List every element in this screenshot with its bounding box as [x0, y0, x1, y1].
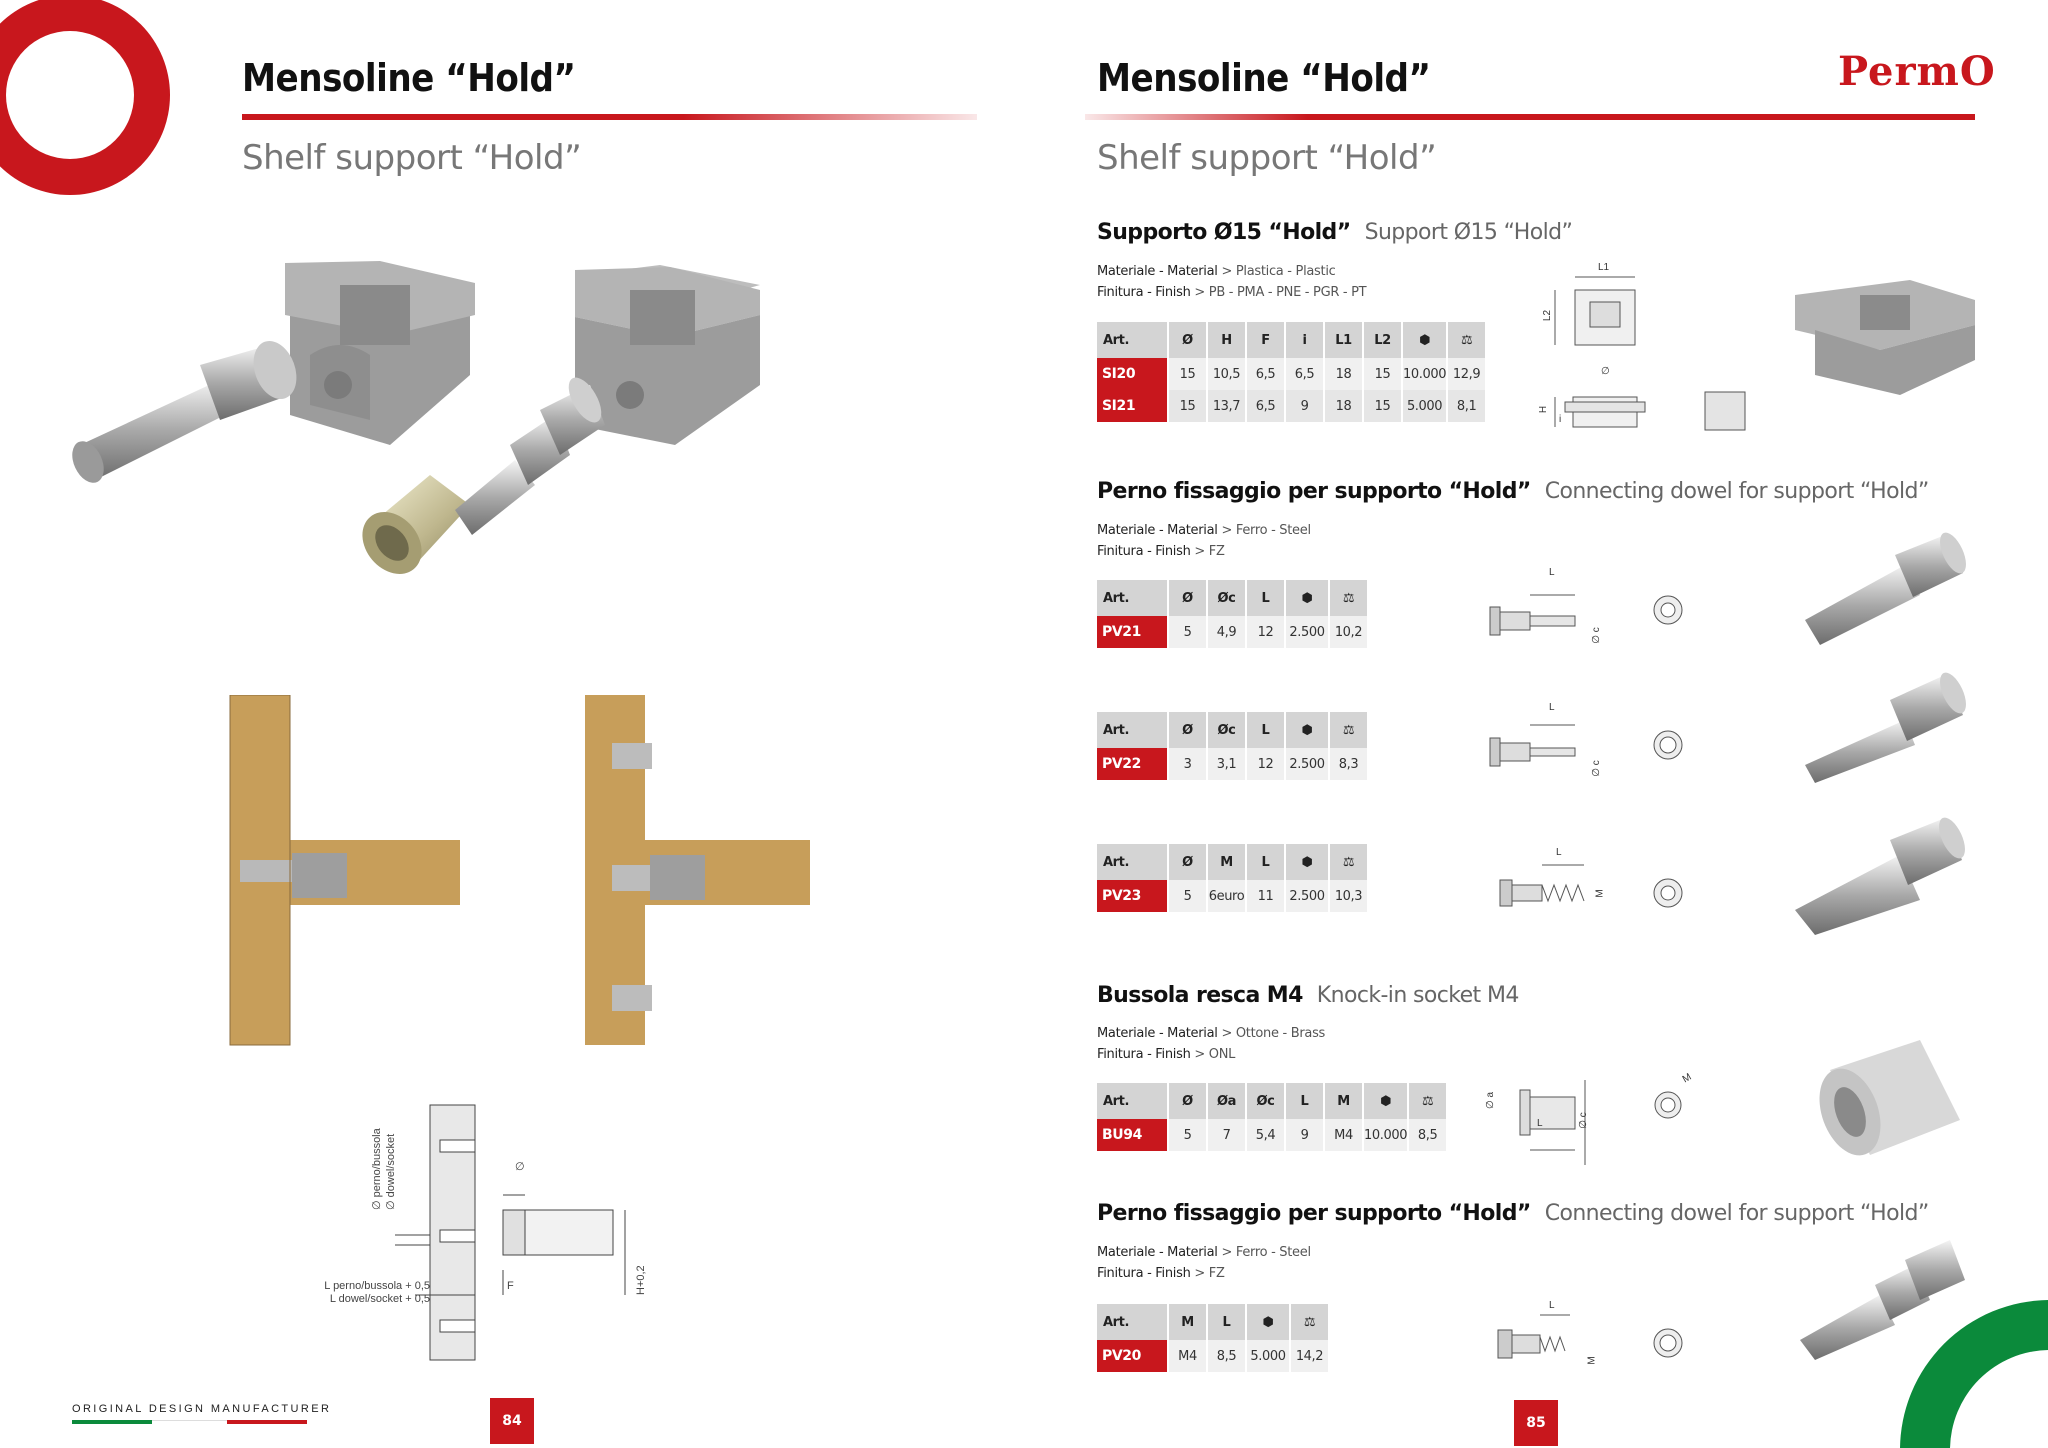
socket-bu94-render	[350, 475, 470, 586]
support-spec-table: Art. Ø H F i L1 L2 ⬢ ⚖ SI20 15 10,5 6,5 6,5 18 15 10.000 12,9 SI21 15 13,7 6,5 9 18 15 5.000 8,1	[1097, 322, 1487, 422]
dowel-dia-label-en: ∅ dowel/socket	[385, 1133, 397, 1210]
right-page-subtitle: Shelf support “Hold”	[1097, 138, 1437, 178]
dowel-pv21-table: Art. Ø Øc L ⬢ ⚖ PV21 5 4,9 12 2.500 10,2	[1097, 580, 1369, 648]
left-title-rule	[242, 114, 977, 120]
section-dowel-heading: Perno fissaggio per supporto “Hold” Connecting dowel for support “Hold”	[1097, 479, 1929, 504]
left-page-subtitle: Shelf support “Hold”	[242, 138, 582, 178]
hold-product-illustration	[70, 245, 970, 645]
table-row: PV23 5 6euro 11 2.500 10,3	[1097, 880, 1369, 912]
kg-icon: ⚖	[1330, 580, 1369, 616]
corner-ring-graphic	[0, 0, 200, 220]
length-label-en: L dowel/socket + 0,5	[329, 1293, 430, 1305]
kg-icon: ⚖	[1330, 712, 1369, 748]
section-title-it: Supporto Ø15 “Hold”	[1097, 220, 1351, 245]
pv20-dimension-drawing	[1480, 1290, 1740, 1400]
box-icon: ⬢	[1403, 322, 1448, 358]
box-icon: ⬢	[1286, 844, 1330, 880]
bu94-dimension-drawing	[1480, 1070, 1740, 1180]
footer-tagline: ORIGINAL DESIGN MANUFACTURER	[72, 1403, 332, 1415]
section-socket-material: Materiale - Material > Ottone - Brass Finitura - Finish > ONL	[1097, 1026, 1326, 1062]
table-row: PV22 3 3,1 12 2.500 8,3	[1097, 748, 1369, 780]
table-row: PV21 5 4,9 12 2.500 10,2	[1097, 616, 1369, 648]
socket-spec-table: Art. Ø Øa Øc L M ⬢ ⚖ BU94 5 7 5,4 9 M4 10.000 8,5	[1097, 1083, 1448, 1151]
section-dowel2-material: Materiale - Material > Ferro - Steel Finitura - Finish > FZ	[1097, 1245, 1311, 1281]
box-icon: ⬢	[1286, 712, 1330, 748]
table-row: SI21 15 13,7 6,5 9 18 15 5.000 8,1	[1097, 390, 1487, 422]
length-label-it: L perno/bussola + 0,5	[324, 1280, 430, 1292]
table-row: SI20 15 10,5 6,5 6,5 18 15 10.000 12,9	[1097, 358, 1487, 390]
flag-bar-white	[152, 1420, 227, 1425]
dia-label: ∅	[515, 1161, 525, 1173]
support-dimension-drawing: L1 L2 ∅ H i	[1515, 262, 1755, 442]
pv21-product-thumb	[1795, 525, 1975, 645]
flag-bar-green	[72, 1420, 152, 1424]
box-icon: ⬢	[1364, 1083, 1409, 1119]
section-dowel-material: Materiale - Material > Ferro - Steel Finitura - Finish > FZ	[1097, 523, 1311, 559]
kg-icon: ⚖	[1330, 844, 1369, 880]
support-si21-render	[575, 265, 760, 445]
dowel-pv21-render	[70, 335, 304, 488]
support-si20-render	[285, 261, 475, 445]
support-product-thumb	[1790, 270, 1980, 400]
box-icon: ⬢	[1247, 1304, 1291, 1340]
kg-icon: ⚖	[1409, 1083, 1448, 1119]
section-support-material: Materiale - Material > Plastica - Plastic Finitura - Finish > PB - PMA - PNE - PGR - PT	[1097, 264, 1367, 300]
right-page-title: Mensoline “Hold”	[1097, 56, 1431, 100]
dowel-pv22-table: Art. Ø Øc L ⬢ ⚖ PV22 3 3,1 12 2.500 8,3	[1097, 712, 1369, 780]
dowel-pv20-table: Art. M L ⬢ ⚖ PV20 M4 8,5 5.000 14,2	[1097, 1304, 1330, 1372]
table-row: PV20 M4 8,5 5.000 14,2	[1097, 1340, 1330, 1372]
bu94-product-thumb	[1810, 1030, 1970, 1170]
page-number-left: 84	[490, 1398, 534, 1444]
section-socket-heading: Bussola resca M4 Knock-in socket M4	[1097, 983, 1519, 1008]
section-title-en: Support Ø15 “Hold”	[1364, 220, 1573, 245]
dowel-pv23-table: Art. Ø M L ⬢ ⚖ PV23 5 6euro 11 2.500 10,3	[1097, 844, 1369, 912]
page-number-right: 85	[1514, 1400, 1558, 1446]
kg-icon: ⚖	[1291, 1304, 1330, 1340]
h-label: H+0,2	[635, 1265, 647, 1295]
dowel-pv20-render	[455, 372, 608, 535]
corner-ring-green-graphic	[1900, 1300, 2048, 1448]
f-label: F	[507, 1280, 514, 1292]
table-row: BU94 5 7 5,4 9 M4 10.000 8,5	[1097, 1119, 1448, 1151]
section-support-heading	[1097, 220, 1572, 245]
pv23-dimension-drawing	[1480, 845, 1740, 945]
installation-technical-drawing	[295, 1095, 675, 1365]
kg-icon: ⚖	[1448, 322, 1487, 358]
pv22-dimension-drawing	[1480, 700, 1740, 800]
section-dowel2-heading: Perno fissaggio per supporto “Hold” Connecting dowel for support “Hold”	[1097, 1201, 1929, 1226]
pv23-product-thumb	[1790, 810, 1975, 940]
box-icon: ⬢	[1286, 580, 1330, 616]
pv22-product-thumb	[1795, 665, 1975, 785]
right-title-rule	[1085, 114, 1975, 120]
assembly-illustration-2	[570, 695, 820, 1055]
dowel-dia-label-it: ∅ perno/bussola	[371, 1128, 383, 1210]
assembly-illustration-1	[220, 695, 470, 1055]
permo-logo: PermO	[1838, 48, 1996, 95]
left-page-title: Mensoline “Hold”	[242, 56, 576, 100]
flag-bar-red	[227, 1420, 307, 1424]
pv21-dimension-drawing	[1480, 565, 1740, 665]
